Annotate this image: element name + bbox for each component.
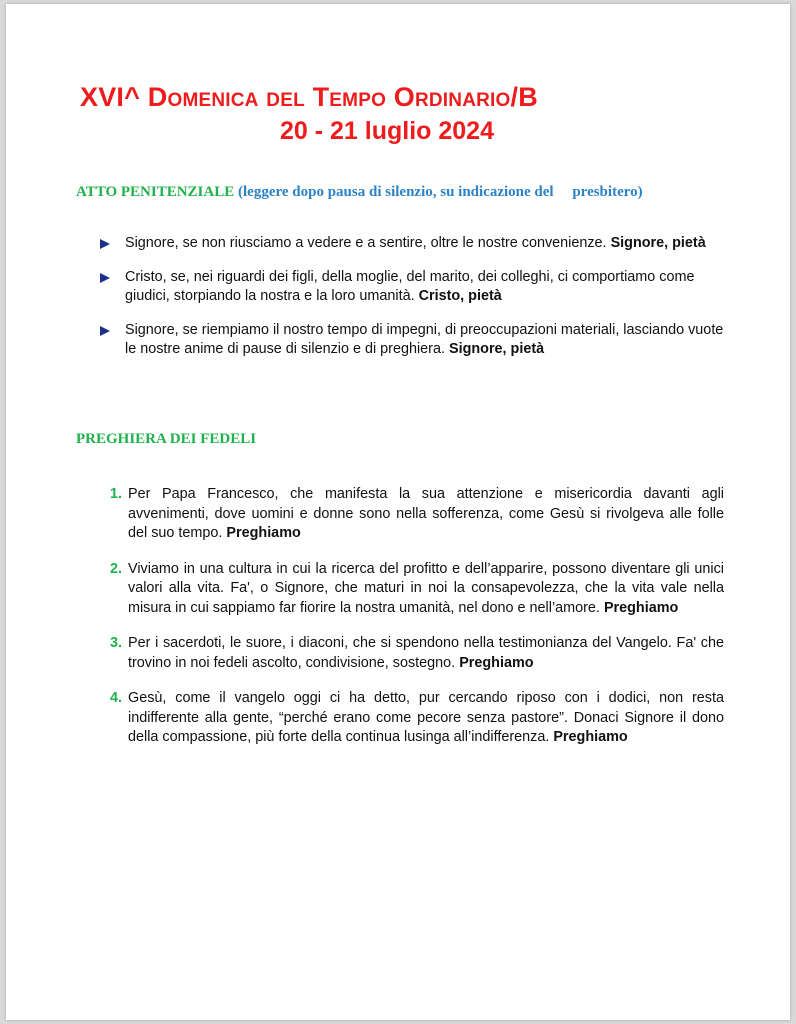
list-item	[98, 234, 734, 253]
atto-penitenziale-note: (leggere dopo pausa di silenzio, su indicazione del presbitero)	[238, 184, 643, 200]
atto-penitenziale-title: ATTO PENITENZIALE	[76, 184, 235, 200]
prayer-response: Preghiamo	[459, 654, 534, 671]
prayer-text: Gesù, come il vangelo oggi ci ha detto, pur cercando riposo con i dodici, non resta indifferente alla gente, “perché erano come pecore senza pastore”. Donaci Signore il dono della compassione, più forte della continua lusinga all’indifferenza.	[128, 690, 724, 745]
arrow-bullet-icon	[100, 273, 110, 283]
document-title: XVI^ Domenica del Tempo Ordinario/B	[80, 82, 538, 112]
prayer-response: Preghiamo	[553, 729, 628, 745]
item-number: 2.	[110, 560, 123, 577]
preghiera-title: PREGHIERA DEI FEDELI	[76, 431, 257, 447]
document-date: 20 - 21 luglio 2024	[280, 117, 494, 145]
arrow-bullet-icon	[100, 326, 110, 336]
preghiera-list	[110, 485, 724, 764]
invocation-text: Signore, se non riusciamo a vedere e a sentire, oltre le nostre convenienze.	[125, 235, 611, 251]
document-page	[6, 4, 790, 1020]
list-item	[110, 634, 724, 673]
prayer-response: Preghiamo	[226, 525, 301, 541]
item-number: 1.	[110, 486, 123, 502]
item-number: 4.	[110, 690, 123, 706]
invocation-text: Cristo, se, nei riguardi dei figli, della moglie, del marito, dei colleghi, ci comportiamo come giudici, storpiando la nostra e la loro umanità.	[125, 269, 695, 304]
list-item	[110, 485, 724, 544]
list-item	[110, 560, 724, 619]
prayer-text: Viviamo in una cultura in cui la ricerca del profitto e dell’apparire, possono diventare gli unici valori alla vita. Fa', o Signore, che maturi in noi la consapevolezza, che la vita vale nella misura in cui sappiamo far fiorire la nostra umanità, nel dono e nell’amore.	[128, 560, 724, 616]
invocation-response: Signore, pietà	[610, 235, 706, 251]
arrow-bullet-icon	[100, 239, 110, 249]
preghiera-heading	[76, 431, 256, 448]
atto-penitenziale-list	[98, 234, 734, 374]
list-item	[110, 689, 724, 748]
list-item	[98, 321, 734, 359]
invocation-response: Signore, pietà	[448, 341, 545, 357]
list-item	[98, 268, 734, 306]
invocation-text: Signore, se riempiamo il nostro tempo di impegni, di preoccupazioni materiali, lasciando vuote le nostre anime di pause di silenzio e di preghiera.	[125, 322, 724, 357]
atto-penitenziale-heading	[76, 184, 643, 201]
invocation-response: Cristo, pietà	[418, 288, 502, 304]
prayer-text: Per Papa Francesco, che manifesta la sua attenzione e misericordia davanti agli avvenimenti, dove uomini e donne sono nella sofferenza, come Gesù si rivolgeva alle folle del suo tempo.	[128, 486, 724, 541]
item-number: 3.	[110, 635, 123, 651]
prayer-response: Preghiamo	[603, 599, 679, 616]
prayer-text: Per i sacerdoti, le suore, i diaconi, che si spendono nella testimonianza del Vangelo. Fa' che trovino in noi fedeli ascolto, condivisione, sostegno.	[128, 635, 724, 671]
